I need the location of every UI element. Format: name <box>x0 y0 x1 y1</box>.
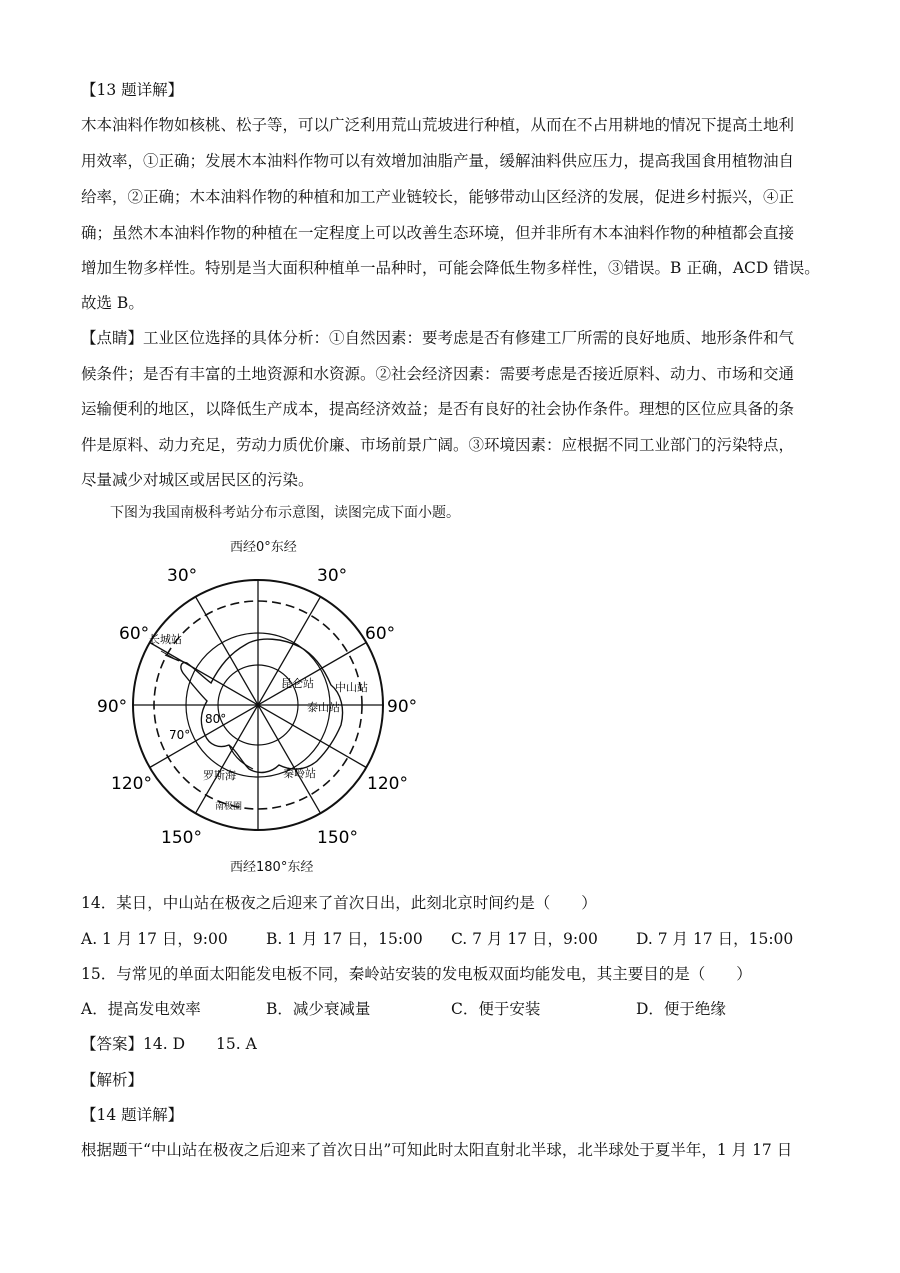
tip-line: 件是原料、动力充足，劳动力质优价廉、市场前景广阔。③环境因素：应根据不同工业部门的污染特点， <box>81 436 795 454</box>
lon-label: 150° <box>161 828 202 848</box>
meridian-lines <box>133 580 383 830</box>
paragraph-line: 确；虽然木本油料作物的种植在一定程度上可以改善生态环境，但并非所有木本油料作物的种植都会直接 <box>81 224 795 242</box>
station-label: 长城站 <box>149 633 182 646</box>
section-heading-14: 【14 题详解】 <box>81 1106 184 1124</box>
paragraph-line: 用效率，①正确；发展木本油料作物可以有效增加油脂产量，缓解油料供应压力，提高我国食用植物油自 <box>81 152 795 170</box>
q15-option-d: D．便于绝缘 <box>636 1000 726 1018</box>
tip-line: 候条件；是否有丰富的土地资源和水资源。②社会经济因素：需要考虑是否接近原料、动力、市场和交通 <box>81 365 795 383</box>
lon-label: 60° <box>119 624 150 644</box>
tip-line: 尽量减少对城区或居民区的污染。 <box>81 471 314 489</box>
feature-label: 南极圈 <box>215 802 243 812</box>
lon-label: 30° <box>317 566 348 586</box>
q15-option-c: C．便于安装 <box>451 1000 541 1018</box>
station-label: 中山站 <box>335 681 368 694</box>
analysis-label: 【解析】 <box>81 1071 144 1089</box>
q15-option-b: B．减少衰减量 <box>266 1000 371 1018</box>
antarctic-station-map <box>95 533 425 873</box>
q15-option-a: A．提高发电效率 <box>81 1000 201 1018</box>
lon-label: 90° <box>97 697 128 717</box>
tip-line: 【点睛】工业区位选择的具体分析：①自然因素：要考虑是否有修建工厂所需的良好地质、地形条件和气 <box>81 329 795 347</box>
lon-label: 90° <box>387 697 418 717</box>
paragraph-line: 根据题干“中山站在极夜之后迎来了首次日出”可知此时太阳直射北半球，北半球处于夏半年，1 月 17 日 <box>81 1141 793 1159</box>
paragraph-line: 增加生物多样性。特别是当大面积种植单一品种时，可能会降低生物多样性，③错误。B 正确，ACD 错误。 <box>81 259 820 277</box>
lon-label: 30° <box>167 566 198 586</box>
lon-label: 120° <box>111 774 152 794</box>
section-heading-13: 【13 题详解】 <box>81 81 184 99</box>
map-top-label: 西经0°东经 <box>230 540 297 555</box>
paragraph-line: 故选 B。 <box>81 294 144 312</box>
map-bottom-label: 西经180°东经 <box>230 860 314 875</box>
station-label: 昆仑站 <box>281 677 314 690</box>
feature-label: 罗斯海 <box>203 769 236 782</box>
answer-line: 【答案】14. D 15. A <box>81 1035 257 1053</box>
figure-caption: 下图为我国南极科考站分布示意图，读图完成下面小题。 <box>110 505 460 521</box>
lon-label: 120° <box>367 774 408 794</box>
question-14-stem: 14．某日，中山站在极夜之后迎来了首次日出，此刻北京时间约是（ ） <box>81 894 597 912</box>
lon-label: 150° <box>317 828 358 848</box>
q14-option-b: B. 1 月 17 日，15:00 <box>266 930 423 948</box>
lat-label: 70° <box>169 728 191 742</box>
station-label: 秦岭站 <box>283 767 316 780</box>
tip-line: 运输便利的地区，以降低生产成本，提高经济效益；是否有良好的社会协作条件。理想的区位应具备的条 <box>81 400 795 418</box>
station-label: 泰山站 <box>307 701 340 714</box>
lat-label: 80° <box>205 712 227 726</box>
lon-label: 60° <box>365 624 396 644</box>
q14-option-d: D. 7 月 17 日，15:00 <box>636 930 794 948</box>
paragraph-line: 木本油料作物如核桃、松子等，可以广泛利用荒山荒坡进行种植，从而在不占用耕地的情况下提高土地利 <box>81 116 795 134</box>
q14-option-a: A. 1 月 17 日，9:00 <box>81 930 228 948</box>
paragraph-line: 给率，②正确；木本油料作物的种植和加工产业链较长，能够带动山区经济的发展，促进乡村振兴，④正 <box>81 188 795 206</box>
q14-option-c: C. 7 月 17 日，9:00 <box>451 930 598 948</box>
question-15-stem: 15．与常见的单面太阳能发电板不同，秦岭站安装的发电板双面均能发电，其主要目的是（ ） <box>81 965 752 983</box>
